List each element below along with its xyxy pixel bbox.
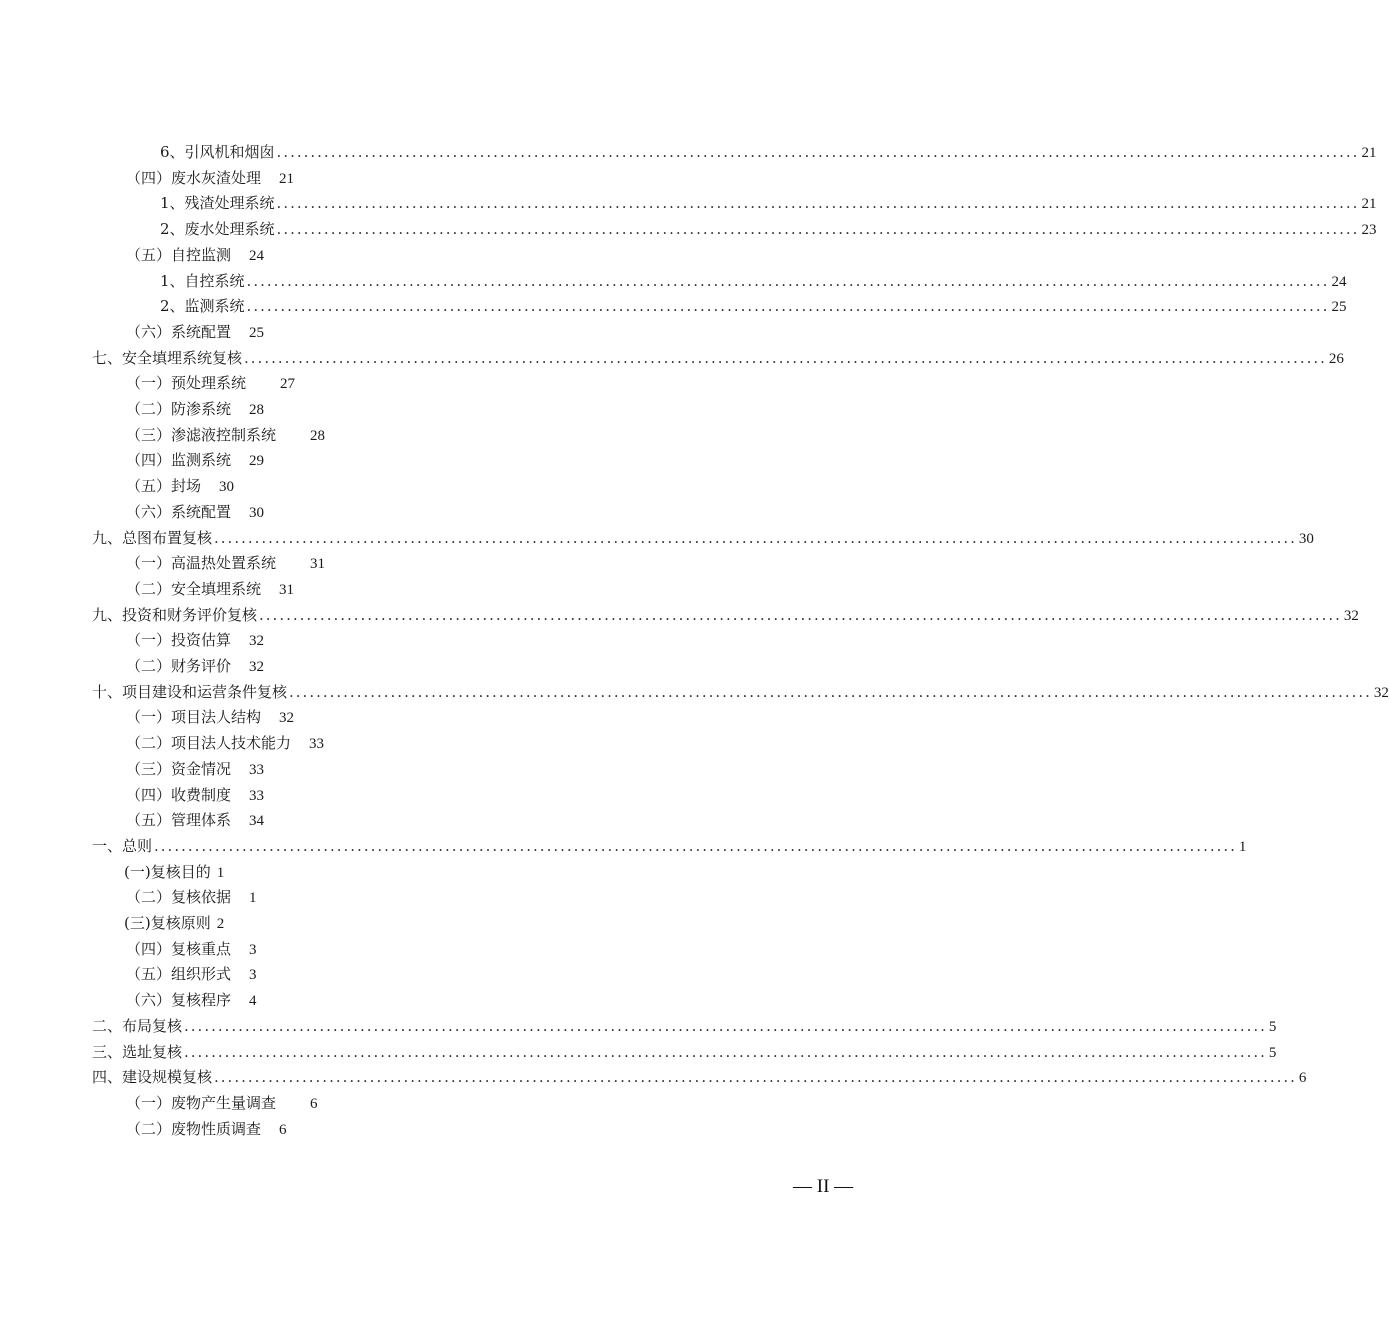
toc-entry-page: 26 [1328,350,1344,367]
toc-entry[interactable] [92,348,1344,369]
toc-entry[interactable] [126,810,264,831]
toc-entry-title: （二）财务评价 [126,657,232,675]
toc-entry-page: 29 [249,453,265,470]
toc-entry[interactable] [124,913,224,934]
toc-leader-dots: ................................................................................................................................................................ [276,143,1360,161]
toc-entry[interactable] [160,193,1377,214]
toc-entry[interactable] [126,450,264,471]
toc-entry-page: 21 [1361,145,1377,161]
toc-entry-page: 27 [280,376,296,393]
toc-entry-page: 4 [249,993,257,1010]
toc-entry-title: （五）封场 [126,477,202,496]
toc-entry-page: 34 [249,813,265,830]
toc-leader-dots: ................................................................................................................................................................ [289,682,1372,701]
toc-entry-page: 2 [216,916,225,932]
toc-entry-title: （四）收费制度 [126,785,232,804]
toc-entry-title: （二）防渗系统 [126,400,232,418]
toc-entry-title: （一）废物产生量调查 [126,1093,277,1112]
toc-leader-dots: ................................................................................................................................................................ [246,297,1330,316]
toc-entry[interactable] [126,425,325,446]
toc-entry-page: 23 [1361,222,1377,239]
toc-entry-page: 32 [1373,684,1389,701]
toc-entry-title: （一）项目法人结构 [126,708,262,727]
toc-entry-title: （六）系统配置 [126,502,232,521]
toc-entry-title: （四）监测系统 [126,451,232,470]
toc-entry[interactable] [126,579,294,600]
toc-entry-title: 6、引风机和烟囱 [160,143,275,161]
toc-entry[interactable] [92,836,1247,857]
toc-leader-dots: ................................................................................................................................................................ [259,605,1342,624]
toc-entry-page: 30 [249,504,265,521]
toc-entry-title: 二、布局复核 [92,1016,183,1035]
toc-entry-title: 十、项目建设和运营条件复核 [92,682,288,701]
toc-entry[interactable] [92,1042,1277,1063]
toc-entry-page: 3 [249,941,257,958]
toc-entry-title: （二）项目法人技术能力 [126,734,292,753]
toc-entry-title: 七、安全填埋系统复核 [92,348,243,367]
toc-leader-dots: ................................................................................................................................................................ [214,1068,1297,1087]
toc-entry-title: （一）投资估算 [126,631,232,650]
toc-entry[interactable] [126,939,257,960]
toc-entry-title: （六）系统配置 [126,322,232,341]
toc-entry[interactable] [126,1093,318,1114]
toc-entry-page: 30 [1298,530,1314,547]
toc-entry-title: (一)复核目的 [124,862,211,881]
toc-entry[interactable] [126,990,257,1011]
toc-leader-dots: ................................................................................................................................................................ [276,220,1360,239]
toc-entry-title: 2、监测系统 [160,297,245,316]
toc-entry[interactable] [126,399,264,420]
toc-entry-title: (三)复核原则 [124,914,211,932]
toc-entry[interactable] [126,553,325,574]
toc-leader-dots: ................................................................................................................................................................ [184,1042,1267,1061]
toc-entry-title: 2、废水处理系统 [160,220,275,239]
toc-entry-page: 25 [249,324,265,341]
toc-entry-title: （五）组织形式 [126,965,232,984]
toc-entry-page: 31 [310,556,326,573]
toc-entry[interactable] [126,964,257,985]
toc-entry-page: 5 [1268,1018,1277,1035]
toc-entry[interactable] [92,605,1359,626]
toc-entry-page: 33 [249,787,265,804]
toc-entry-title: 1、自控系统 [160,271,245,290]
toc-entry-title: （一）预处理系统 [126,374,247,393]
toc-entry[interactable] [126,322,264,343]
toc-entry[interactable] [92,1016,1277,1037]
toc-entry[interactable] [126,630,264,651]
toc-entry[interactable] [126,168,294,189]
toc-entry-title: （二）复核依据 [126,888,232,907]
toc-leader-dots: ................................................................................................................................................................ [214,528,1297,547]
toc-entry-title: （三）资金情况 [126,759,232,778]
toc-entry[interactable] [126,707,294,728]
toc-entry[interactable] [126,373,295,394]
toc-entry-title: （五）自控监测 [126,245,232,264]
toc-entry-page: 32 [249,659,265,675]
toc-entry-page: 1 [1238,838,1247,855]
toc-leader-dots: ................................................................................................................................................................ [184,1016,1267,1035]
toc-entry-page: 28 [310,427,326,444]
toc-entry[interactable] [126,887,257,908]
toc-entry-page: 21 [279,170,295,187]
toc-entry-title: （四）废水灰渣处理 [126,168,262,187]
toc-entry-title: 1、残渣处理系统 [160,194,275,213]
toc-entry-title: （三）渗滤液控制系统 [126,425,277,444]
toc-entry-page: 32 [1343,607,1359,624]
page-number-footer: — II — [793,1176,854,1197]
toc-leader-dots: ................................................................................................................................................................ [246,271,1330,290]
toc-entry[interactable] [160,271,1347,292]
toc-entry[interactable] [126,502,264,523]
toc-entry-page: 24 [1331,273,1347,290]
toc-entry-page: 1 [216,864,225,881]
toc-entry[interactable] [92,528,1314,549]
toc-entry[interactable] [126,1119,287,1140]
toc-entry-page: 3 [249,967,257,984]
toc-entry-page: 5 [1268,1044,1277,1061]
toc-entry[interactable] [124,862,224,883]
toc-entry-title: （五）管理体系 [126,811,232,830]
toc-entry-title: 九、投资和财务评价复核 [92,605,258,624]
toc-entry-page: 1 [249,890,257,907]
toc-entry-page: 25 [1331,299,1347,316]
toc-entry-page: 24 [249,247,265,264]
toc-entry-page: 33 [309,736,325,753]
toc-entry[interactable] [126,733,324,754]
toc-entry[interactable] [92,1067,1307,1088]
toc-leader-dots: ................................................................................................................................................................ [276,194,1360,213]
toc-entry-title: 九、总图布置复核 [92,528,213,547]
toc-entry-title: （四）复核重点 [126,939,232,958]
toc-entry-title: （二）废物性质调查 [126,1119,262,1138]
toc-entry-page: 28 [249,402,265,418]
toc-entry-page: 6 [1298,1070,1307,1087]
toc-entry[interactable] [126,785,264,806]
toc-entry[interactable] [160,142,1377,163]
toc-entry-page: 30 [219,479,235,496]
toc-entry-title: （二）安全填埋系统 [126,579,262,598]
toc-entry-page: 21 [1361,196,1377,213]
toc-entry-page: 32 [279,710,295,727]
toc-entry-page: 33 [249,761,265,778]
toc-entry-title: （一）高温热处置系统 [126,554,277,573]
toc-entry-page: 6 [310,1095,318,1112]
toc-entry[interactable] [92,682,1389,703]
toc-entry-title: 四、建设规模复核 [92,1068,213,1087]
toc-entry-title: （六）复核程序 [126,991,232,1010]
toc-entry-page: 6 [279,1121,287,1138]
toc-leader-dots: ................................................................................................................................................................ [154,836,1237,855]
toc-entry-page: 31 [279,581,295,598]
toc-entry[interactable] [160,296,1347,317]
toc-entry[interactable] [126,656,264,677]
toc-entry[interactable] [126,759,264,780]
toc-entry-title: 一、总则 [92,836,153,855]
toc-leader-dots: ................................................................................................................................................................ [244,348,1327,367]
toc-entry[interactable] [126,476,234,497]
toc-entry[interactable] [126,245,264,266]
toc-entry[interactable] [160,219,1377,240]
toc-entry-page: 32 [249,633,265,650]
toc-entry-title: 三、选址复核 [92,1042,183,1061]
